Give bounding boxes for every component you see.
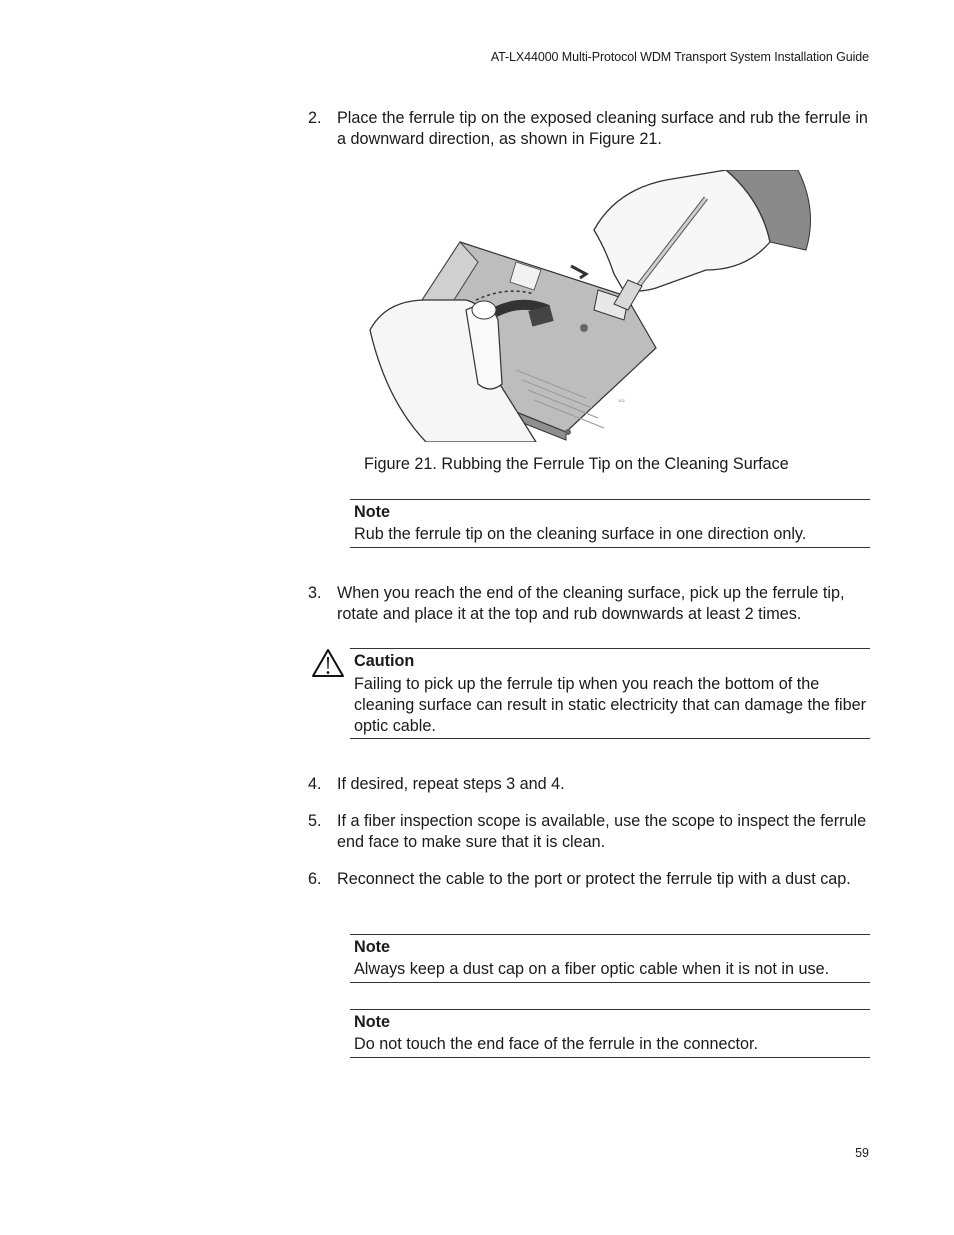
caution-box bbox=[350, 648, 870, 739]
step-2 bbox=[308, 108, 870, 150]
step-5 bbox=[308, 811, 870, 853]
step-number: 4. bbox=[308, 775, 322, 793]
note-label: Note bbox=[354, 1013, 390, 1031]
step-number: 2. bbox=[308, 109, 322, 127]
step-text: Reconnect the cable to the port or protect the ferrule tip with a dust cap. bbox=[337, 870, 851, 888]
note-box bbox=[350, 1009, 870, 1058]
warning-triangle-icon bbox=[311, 648, 345, 678]
note-box bbox=[350, 499, 870, 548]
step-text: If a fiber inspection scope is available, use the scope to inspect the ferrule end face to make sure that it is clean. bbox=[337, 812, 867, 851]
caution-label: Caution bbox=[354, 652, 415, 670]
ferrule-cleaning-illustration bbox=[366, 170, 814, 442]
step-text: If desired, repeat steps 3 and 4. bbox=[337, 775, 565, 793]
note-label: Note bbox=[354, 938, 390, 956]
step-number: 5. bbox=[308, 812, 322, 830]
note-box bbox=[350, 934, 870, 983]
step-number: 3. bbox=[308, 584, 322, 602]
figure-caption: Figure 21. Rubbing the Ferrule Tip on the Cleaning Surface bbox=[364, 455, 789, 473]
running-header: AT-LX44000 Multi-Protocol WDM Transport System Installation Guide bbox=[490, 50, 869, 64]
caution-text: Failing to pick up the ferrule tip when you reach the bottom of the cleaning surface can result in static electricity that can damage the fiber optic cable. bbox=[354, 675, 866, 735]
note-label: Note bbox=[354, 503, 390, 521]
step-6 bbox=[308, 869, 870, 890]
note-text: Always keep a dust cap on a fiber optic cable when it is not in use. bbox=[354, 960, 830, 978]
note-text: Do not touch the end face of the ferrule in the connector. bbox=[354, 1035, 759, 1053]
step-text: When you reach the end of the cleaning surface, pick up the ferrule tip, rotate and place it at the top and rub downwards at least 2 times. bbox=[337, 584, 845, 623]
step-4 bbox=[308, 774, 870, 795]
step-text: Place the ferrule tip on the exposed cleaning surface and rub the ferrule in a downward direction, as shown in Figure 21. bbox=[337, 109, 868, 148]
note-text: Rub the ferrule tip on the cleaning surface in one direction only. bbox=[354, 525, 807, 543]
figure-tiny-label: 102 bbox=[618, 398, 625, 403]
page-number: 59 bbox=[855, 1146, 869, 1160]
step-3 bbox=[308, 583, 870, 625]
step-number: 6. bbox=[308, 870, 322, 888]
